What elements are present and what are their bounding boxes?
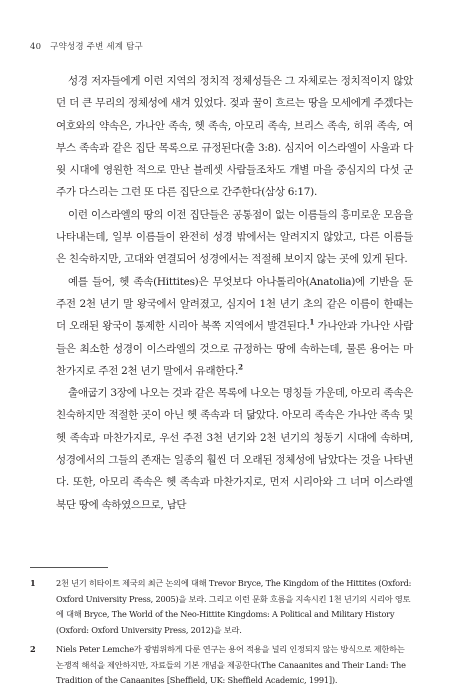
running-title: 구약성경 주변 세계 탐구 xyxy=(50,42,143,52)
main-text xyxy=(56,70,413,516)
footnote-text: Niels Peter Lemche가 광범위하게 다룬 연구는 용어 적용을 널리 인정되지 않는 방식으로 제한하는 논쟁적 해석을 제안하지만, 자료들의 기본 개념을 제공한다(The Canaanites and Their Land: The Tradition of the Canaanites [Sheffield, UK: Sheffield Academic, 1991]). xyxy=(56,644,406,685)
paragraph-text: 가나안과 가나안 사람들은 최소한 성경이 이스라엘의 것으로 규정하는 땅에 속하는데, 물론 용어는 마찬가지로 주전 2천 년기 말에서 유래한다. xyxy=(56,320,413,377)
footnote-mark[interactable]: 1 xyxy=(309,317,315,327)
paragraph-text: 예를 들어, 헷 족속(Hittites)은 무엇보다 아나톨리아(Anatolia)에 기반을 둔 주전 2천 년기 말 왕국에서 알려졌고, 심지어 1천 년기 초의 같은 이름이 한때는 더 오래된 왕국이 통제한 시리아 북쪽 지역에서 발견된다. xyxy=(56,275,413,333)
footnote-number: 1 xyxy=(30,578,36,588)
running-header xyxy=(30,40,143,52)
footnote-mark[interactable]: 2 xyxy=(238,362,243,372)
footnote xyxy=(30,576,414,638)
footnote-divider xyxy=(30,567,108,568)
footnote-text: 2천 년기 히타이트 제국의 최근 논의에 대해 Trevor Bryce, The Kingdom of the Hittites (Oxford: Oxford University Press, 2005)을 보라. 그리고 이런 문화 흐름을 지속시킨 1천 년기의 시리아 영토에 대해 Bryce, The World of the Neo-Hittite Kingdoms: A Political and Military History (Oxford: Oxford University Press, 2012)을 보라. xyxy=(56,578,412,635)
footnote xyxy=(30,642,414,689)
paragraph: 출애굽기 3장에 나오는 것과 같은 목록에 나오는 명칭들 가운데, 아모리 족속은 친숙하지만 적절한 곳이 아닌 헷 족속과 더 닮았다. 아모리 족속은 가나안 족속 및 헷 족속과 마찬가지로, 우선 주전 3천 년기와 2천 년기의 청동기 시대에 속하며, 성경에서의 그들의 존재는 일종의 훨씬 더 오래된 정체성에 남았다는 것을 나타낸다. 또한, 아모리 족속은 헷 족속과 마찬가지로, 먼저 시리아와 그 너머 이스라엘 북단 땅에 속하였으므로, 남단 xyxy=(56,387,413,511)
paragraph xyxy=(56,271,413,382)
paragraph: 성경 저자들에게 이런 지역의 정치적 정체성들은 그 자체로는 정치적이지 않았던 더 큰 무리의 정체성에 새겨 있었다. 젖과 꿀이 흐르는 땅을 모세에게 주겠다는 여호와의 약속은, 가나안 족속, 헷 족속, 아모리 족속, 브리스 족속, 히위 족속, 여부스 족속과 같은 집단 목록으로 규정된다(출 3:8). 심지어 이스라엘이 사울과 다윗 시대에 영원한 적으로 만난 블레셋 사람들조차도 개별 마을 중심지의 다섯 군주가 다스리는 그런 또 다른 집단으로 간주한다(삼상 6:17). xyxy=(56,75,413,199)
paragraph: 이런 이스라엘의 땅의 이전 집단들은 공통점이 없는 이름들의 흥미로운 모음을 나타내는데, 일부 이름들이 완전히 성경 밖에서는 알려지지 않았고, 다른 이름들은 친숙하지만, 고대와 연결되어 성경에서는 적절해 보이지 않는 곳에 있게 된다. xyxy=(56,208,413,266)
footnotes xyxy=(30,576,414,693)
footnote-number: 2 xyxy=(30,644,36,654)
page-number: 40 xyxy=(30,42,42,52)
